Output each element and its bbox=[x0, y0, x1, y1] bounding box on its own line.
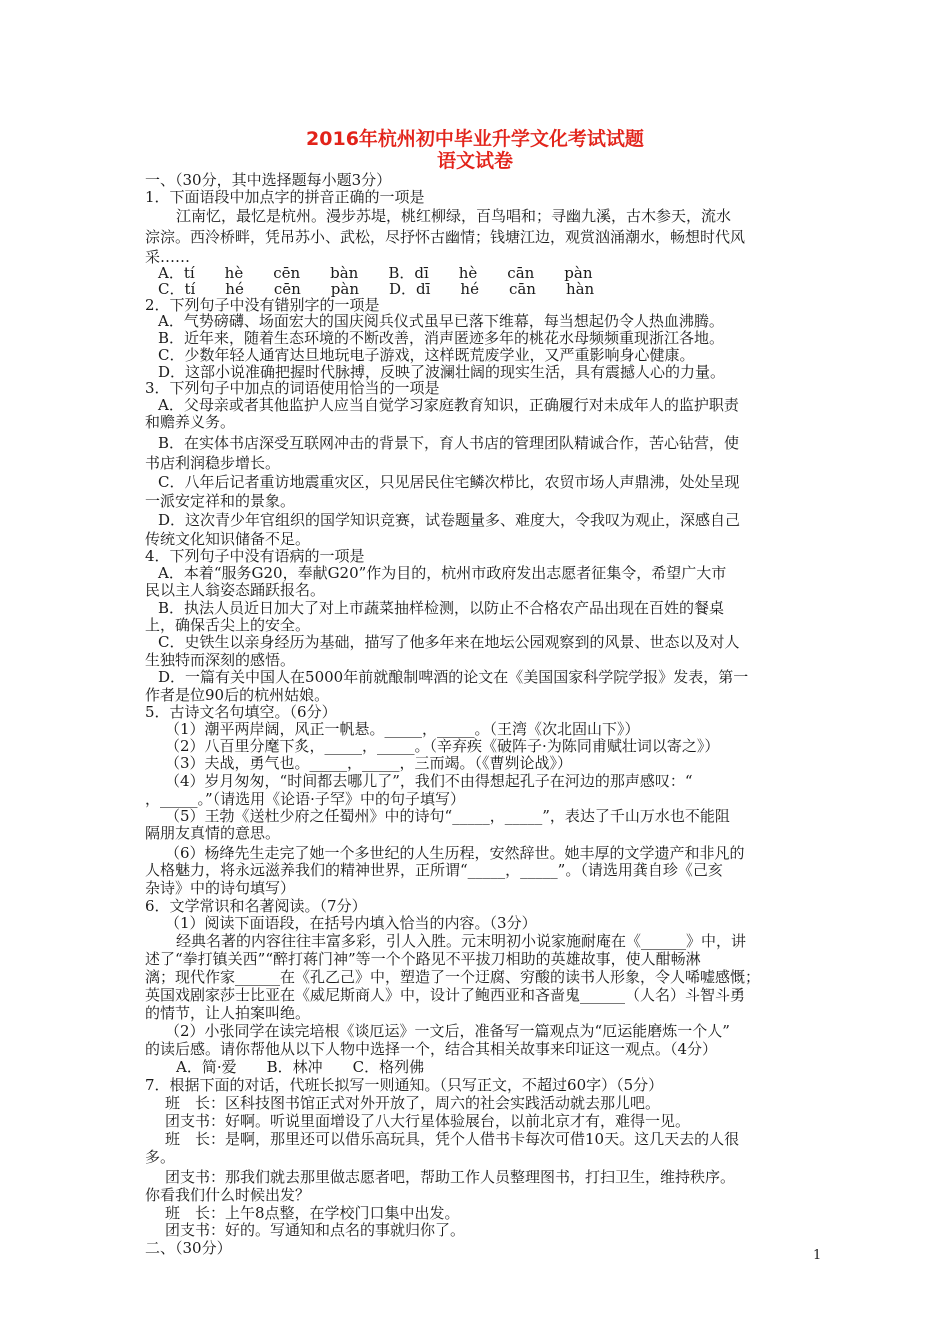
dialogue-line: 多。 bbox=[145, 1148, 176, 1166]
exam-title: 2016年杭州初中毕业升学文化考试试题 bbox=[306, 128, 644, 150]
option-line: 上，确保舌尖上的安全。 bbox=[145, 616, 311, 634]
dialogue-line: 班 长：区科技图书馆正式对外开放了，周六的社会实践活动就去那儿吧。 bbox=[165, 1094, 661, 1112]
question-stem: 5．古诗文名句填空。（6分） bbox=[145, 703, 337, 721]
passage-line: 采…… bbox=[145, 248, 191, 266]
question-stem: 1．下面语段中加点字的拼音正确的一项是 bbox=[145, 188, 425, 206]
fill-blank-line: 隔朋友真情的意思。 bbox=[145, 824, 281, 842]
fill-blank-line: 杂诗》中的诗句填写） bbox=[145, 879, 296, 897]
question-stem: 2．下列句子中没有错别字的一项是 bbox=[145, 296, 380, 314]
option-line: B．近年来，随着生态环境的不断改善，消声匿迹多年的桃花水母频频重现浙江各地。 bbox=[158, 329, 725, 347]
question-stem: 7．根据下面的对话，代班长拟写一则通知。（只写正文，不超过60字）（5分） bbox=[145, 1076, 664, 1094]
option-line: A．父母亲或者其他监护人应当自觉学习家庭教育知识，正确履行对未成年人的监护职责 bbox=[158, 396, 739, 414]
passage-line: 的情节，让人拍案叫绝。 bbox=[145, 1004, 311, 1022]
option-line: 一派安定祥和的景象。 bbox=[145, 492, 296, 510]
option-line: C．史铁生以亲身经历为基础，描写了他多年来在地坛公园观察到的风景、世态以及对人 bbox=[158, 633, 740, 651]
passage-line: 淙淙。西泠桥畔，凭吊苏小、武松，尽抒怀古幽情；钱塘江边，观赏汹涌潮水，畅想时代风 bbox=[145, 228, 746, 246]
option-line: D．这次青少年官组织的国学知识竞赛，试卷题量多、难度大，令我叹为观止，深感自己 bbox=[158, 511, 741, 529]
exam-subtitle: 语文试卷 bbox=[436, 150, 513, 172]
option-line: D．这部小说准确把握时代脉搏，反映了波澜壮阔的现实生活，具有震撼人心的力量。 bbox=[158, 363, 726, 381]
question-stem: 4．下列句子中没有语病的一项是 bbox=[145, 547, 365, 565]
dialogue-line: 团支书：那我们就去那里做志愿者吧，帮助工作人员整理图书，打扫卫生，维持秩序。 bbox=[165, 1168, 736, 1186]
option-line: A．简·爱 B．林冲 C．格列佛 bbox=[176, 1058, 425, 1076]
option-line: B．执法人员近日加大了对上市蔬菜抽样检测，以防止不合格农产品出现在百姓的餐桌 bbox=[158, 599, 725, 617]
option-line: 生独特而深刻的感悟。 bbox=[145, 651, 296, 669]
fill-blank-line: （1）潮平两岸阔，风正一帆悬。_____，_____。（王湾《次北固山下》） bbox=[165, 720, 640, 738]
dialogue-line: 团支书：好的。写通知和点名的事就归你了。 bbox=[165, 1221, 466, 1239]
sub-question: （1）阅读下面语段，在括号内填入恰当的内容。（3分） bbox=[165, 914, 537, 932]
passage-line: 述了“拳打镇关西”“醉打蒋门神”等一个个路见不平拔刀相助的英雄故事，使人酣畅淋 bbox=[145, 950, 701, 968]
passage-line: 经典名著的内容往往丰富多彩，引人入胜。元末明初小说家施耐庵在《______》中，讲 bbox=[176, 932, 747, 950]
option-line: 和赡养义务。 bbox=[145, 413, 236, 431]
passage-line: 漓；现代作家______在《孔乙己》中，塑造了一个迂腐、穷酸的读书人形象，令人唏嘘感慨； bbox=[145, 968, 761, 986]
fill-blank-line: （3）夫战，勇气也。_____，_____，三而竭。（《曹刿论战》） bbox=[165, 754, 573, 772]
passage-line: 英国戏剧家莎士比亚在《威尼斯商人》中，设计了鲍西亚和吝啬鬼______（人名）斗智斗勇 bbox=[145, 986, 746, 1004]
sub-question: 的读后感。请你帮他从以下人物中选择一个，结合其相关故事来印证这一观点。（4分） bbox=[145, 1040, 718, 1058]
question-stem: 3．下列句子中加点的词语使用恰当的一项是 bbox=[145, 379, 440, 397]
option-line: B．在实体书店深受互联网冲击的背景下，育人书店的管理团队精诚合作，苦心钻营，使 bbox=[158, 434, 740, 452]
option-line: D．一篇有关中国人在5000年前就酿制啤酒的论文在《美国国家科学院学报》发表，第一 bbox=[158, 668, 749, 686]
fill-blank-line: （2）八百里分麾下炙，_____，_____。（辛弃疾《破阵子·为陈同甫赋壮词以寄之》） bbox=[165, 737, 720, 755]
fill-blank-line: （4）岁月匆匆，“时间都去哪儿了”，我们不由得想起孔子在河边的那声感叹：“ bbox=[165, 772, 693, 790]
option-line: C．少数年轻人通宵达旦地玩电子游戏，这样既荒废学业，又严重影响身心健康。 bbox=[158, 346, 695, 364]
dialogue-line: 班 长：上午8点整，在学校门口集中出发。 bbox=[165, 1204, 460, 1222]
option-line: A．tí hè cēn bàn B．dī hè cān pàn bbox=[158, 264, 593, 282]
fill-blank-line: （5）王勃《送杜少府之任蜀州》中的诗句“_____，_____”，表达了千山万水也不能阻 bbox=[165, 807, 730, 825]
sub-question: （2）小张同学在读完培根《谈厄运》一文后，准备写一篇观点为“厄运能磨炼一个人” bbox=[165, 1022, 730, 1040]
dialogue-line: 你看我们什么时候出发？ bbox=[145, 1186, 311, 1204]
option-line: C．tí hé cēn pàn D．dī hé cān hàn bbox=[158, 280, 595, 298]
option-line: 民以主人翁姿态踊跃报名。 bbox=[145, 581, 326, 599]
option-line: A．气势磅礴、场面宏大的国庆阅兵仪式虽早已落下维幕，每当想起仍令人热血沸腾。 bbox=[158, 312, 724, 330]
question-stem: 6．文学常识和名著阅读。（7分） bbox=[145, 897, 367, 915]
passage-line: 江南忆，最忆是杭州。漫步苏堤，桃红柳绿，百鸟唱和；寻幽九溪，古木参天，流水 bbox=[176, 207, 732, 225]
fill-blank-line: ，_____。”（请选用《论语·子罕》中的句子填写） bbox=[145, 790, 465, 808]
fill-blank-line: 人格魅力，将永远滋养我们的精神世界，正所谓“_____，_____”。（请选用龚自珍《己亥 bbox=[145, 861, 723, 879]
option-line: 作者是位90后的杭州姑娘。 bbox=[145, 686, 330, 704]
page-number: 1 bbox=[813, 1248, 822, 1263]
fill-blank-line: （6）杨绛先生走完了她一个多世纪的人生历程，安然辞世。她丰厚的文学遗产和非凡的 bbox=[165, 844, 745, 862]
option-line: 传统文化知识储备不足。 bbox=[145, 530, 311, 548]
section-heading: 一、（30分，其中选择题每小题3分） bbox=[145, 171, 392, 189]
option-line: A．本着“服务G20，奉献G20”作为目的，杭州市政府发出志愿者征集令，希望广大市 bbox=[158, 564, 727, 582]
dialogue-line: 团支书：好啊。听说里面增设了八大行星体验展台，以前北京才有，难得一见。 bbox=[165, 1112, 691, 1130]
option-line: 书店利润稳步增长。 bbox=[145, 454, 281, 472]
option-line: C．八年后记者重访地震重灾区，只见居民住宅鳞次栉比，农贸市场人声鼎沸，处处呈现 bbox=[158, 473, 740, 491]
dialogue-line: 班 长：是啊，那里还可以借乐高玩具，凭个人借书卡每次可借10天。这几天去的人很 bbox=[165, 1130, 740, 1148]
section-heading: 二、（30分） bbox=[145, 1239, 232, 1257]
